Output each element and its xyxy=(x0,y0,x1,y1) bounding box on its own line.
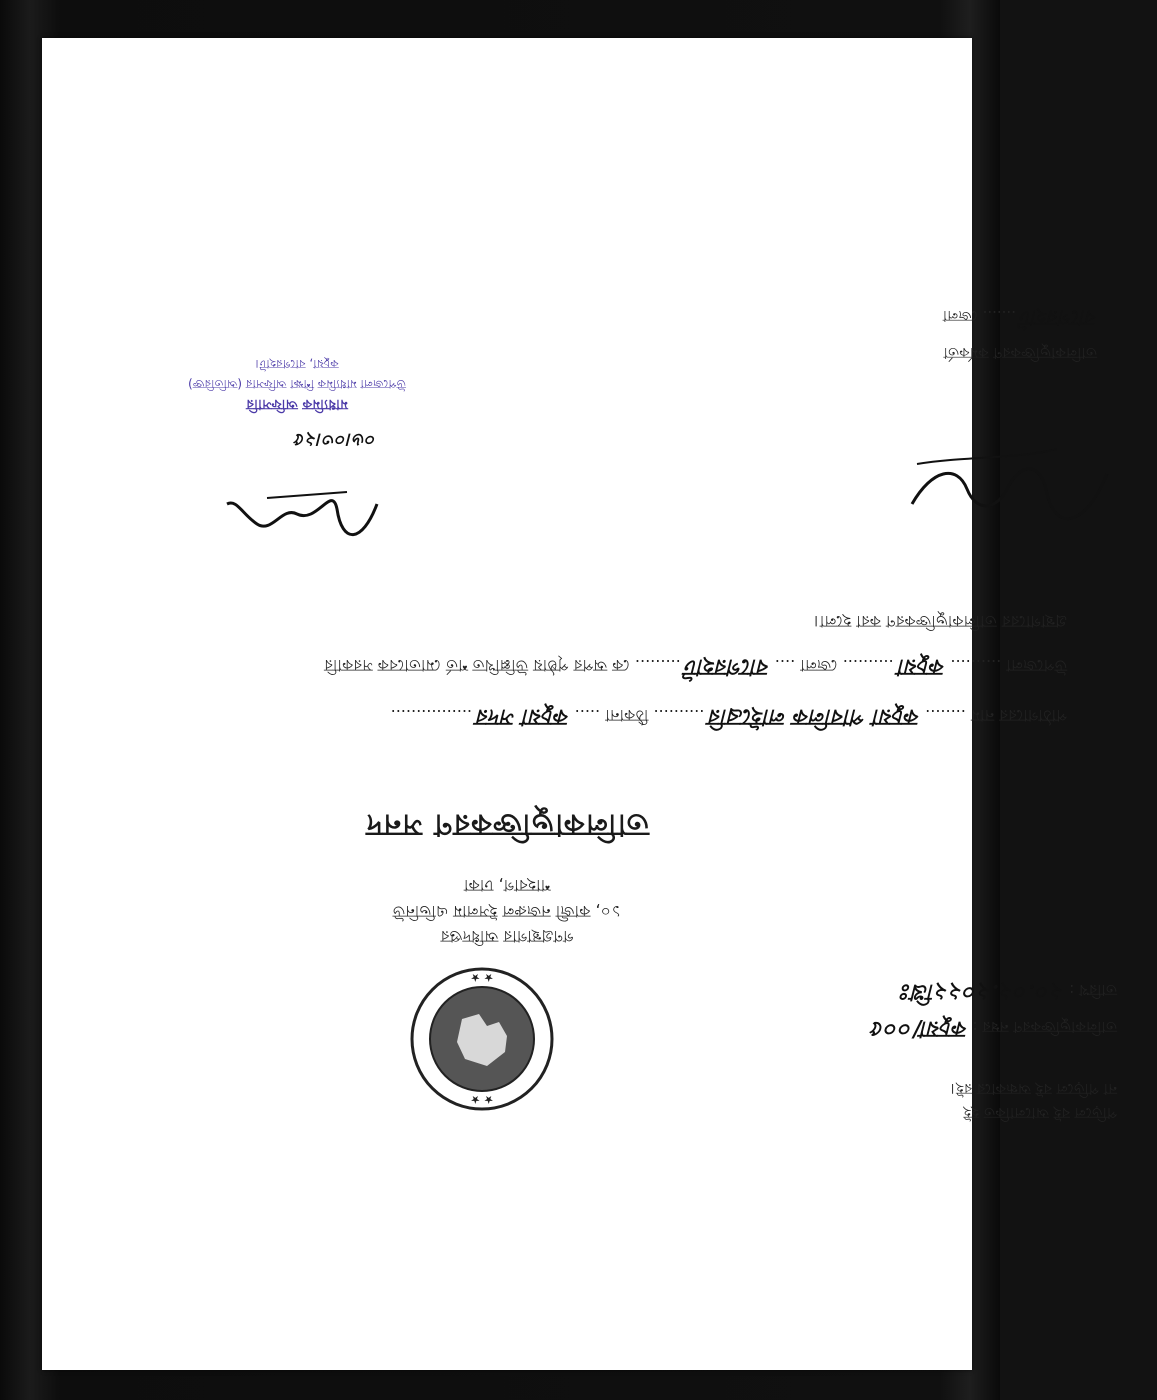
officer-district: বাগেরহাট ....... জেলা xyxy=(942,306,1097,330)
officer-signature-right xyxy=(897,434,1117,544)
library-name-value: কচুয়া পাবলিক লাইব্রেরি xyxy=(709,704,921,730)
certificate-page-rotated xyxy=(0,254,1157,1154)
svg-text:★ ★: ★ ★ xyxy=(470,971,494,984)
body-line-3: গ্রন্থাগারের তালিকাভুক্তিকরণ করা হলো। xyxy=(814,612,1067,631)
stamp-text xyxy=(294,423,377,454)
stamp-line-2: কচুয়া, বাগেরহাট। xyxy=(255,357,339,371)
issue-date xyxy=(900,972,1117,1009)
officer-district-value: বাগেরহাট xyxy=(1020,306,1097,330)
motto-line-1: পড়িলে বই আলোকিত হই xyxy=(963,1104,1117,1122)
date-value: ২০.০২.২০২২খ্রিঃ xyxy=(900,979,1065,1005)
body-line-2: উপজেলা .......... কচুয়া .......... জেলা .... বাগেরহাট ......... কে অপর পৃষ্ঠায় উল্লিখিত শর্ত মোতাবেক সরকারি xyxy=(324,654,1067,680)
upazila-value: কচুয়া xyxy=(898,654,946,680)
date-label: তারিখ : xyxy=(1069,981,1117,999)
upazila-label: উপজেলা xyxy=(1006,656,1067,675)
motto-line-2: না পড়িলে বই অন্ধকারে রই। xyxy=(950,1080,1117,1098)
purple-stamp xyxy=(172,352,422,416)
address-value: কচুয়া সদর xyxy=(477,704,570,730)
registration-value: কচুয়া/০০৫ xyxy=(870,1016,968,1042)
department-name: গণগ্রন্থাগার অধিদপ্তর xyxy=(440,927,574,946)
government-seal-icon xyxy=(407,964,557,1114)
stamp-line-1: উপজেলা মাধ্যমিক শিক্ষা অফিসার (অতিরিক্ত) xyxy=(188,377,406,391)
department-address-2: শাহবাগ, ঢাকা xyxy=(463,876,551,895)
svg-text:★ ★: ★ ★ xyxy=(470,1093,494,1106)
registration-number xyxy=(870,1009,1117,1046)
library-name-label: পাঠাগারের নাম xyxy=(970,706,1067,725)
stamp-date: ০৬।০৩।২৫ xyxy=(293,429,377,450)
certificate-title: তালিকাভুক্তিকরণ সনদ xyxy=(365,807,649,842)
address-label: ঠিকানা xyxy=(605,706,649,725)
officer-signature-left xyxy=(217,474,387,554)
officer-title: তালিকাভুক্তিকরণ কর্মকর্তা xyxy=(943,344,1097,362)
department-address-1: ১০, কাজী নজরুল ইসলাম এভিনিউ xyxy=(392,902,622,921)
conditions-text: কে অপর পৃষ্ঠায় উল্লিখিত শর্ত মোতাবেক সরকারি xyxy=(324,656,630,675)
district-label: জেলা xyxy=(800,656,838,675)
body-line-1: পাঠাগারের নাম ........ কচুয়া পাবলিক লাইব্রেরি .......... ঠিকানা ..... কচুয়া সদর ................ xyxy=(390,704,1067,730)
district-value: বাগেরহাট xyxy=(685,654,770,680)
officer-district-label: জেলা xyxy=(942,307,978,325)
registration-label: তালিকাভুক্তিকরণ নম্বর : xyxy=(972,1018,1117,1036)
stamp-name: মাধ্যমিক অফিসারি xyxy=(246,396,348,412)
certificate-paper xyxy=(42,38,1117,1370)
